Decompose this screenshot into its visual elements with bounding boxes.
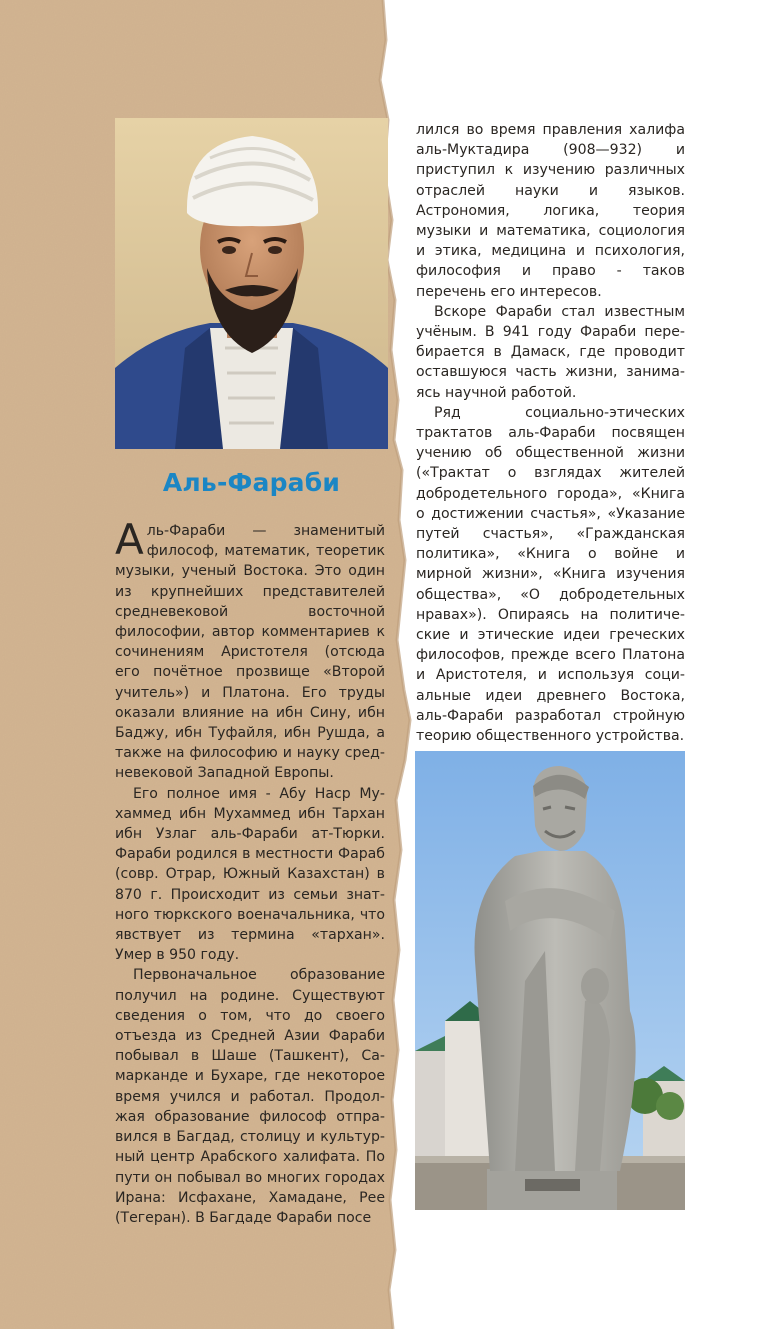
portrait-image (115, 118, 388, 449)
left-text-column (115, 515, 385, 1228)
paragraph: Аль-Фараби — знаменитый философ, математик, теоретик музыки, ученый Востока. Это один из крупнейших представителей средневековой восточной философии, автор комментариев к сочинениям Аристотеля (отсюда его почётное прозвище «Второй учитель») и Платона. Его труды оказали влияние на ибн Сину, ибн Баджу, ибн Туфайля, ибн Рушда, а также на философию и науку средневековой Западной Европы. (115, 515, 385, 782)
page-title: Аль-Фараби (162, 468, 341, 497)
paragraph: Первоначальное образование получил на родине. Существуют сведения о том, что до своего отъезда из Средней Азии Фараби побывал в Шаше (Ташкент), Самарканде и Бухаре, где некоторое время учился и работал. Продолжая образование философ отправился в Багдад, столицу и культурный центр Арабского халифата. По пути он побывал во многих городах Ирана: Исфахане, Хамадане, Рее (Тегеран). В Багдаде Фараби посе (115, 967, 385, 1226)
paragraph: Ряд социально-этических трактатов аль-Фараби посвящен учению об общественной жизни («Трактат о взглядах жителей добродетельного города», «Книга о достижении счастья», «Указание путей счастья», «Гражданская политика», «Книга о войне и мирной жизни», «Книга изучения общества», «О добродетельных нравах»). Опираясь на политические и этические идеи греческих философов, прежде всего Платона и Аристотеля, и используя социальные идеи древнего Востока, аль-Фараби разработал стройную теорию общественного устройства. (416, 404, 685, 745)
statue-image (415, 751, 685, 1210)
paragraph: Вскоре Фараби стал известным учёным. В 941 году Фараби перебирается в Дамаск, где проводит оставшуюся часть жизни, занимаясь научной работой. (416, 303, 685, 401)
paragraph: Его полное имя - Абу Наср Мухаммед ибн Мухаммед ибн Тархан ибн Узлаг аль-Фараби ат-Тюрки. Фараби родился в местности Фараб (совр. Отрар, Южный Казахстан) в 870 г. Происходит из семьи знатного тюркского военачальника, что явствует из термина «тархан». Умер в 950 году. (115, 785, 385, 964)
drop-cap: А (115, 515, 144, 564)
paragraph: лился во время правления халифа аль-Муктадира (908—932) и приступил к изучению различных отраслей науки и языков. Астрономия, логика, теория музыки и математика, социология и этика, медицина и психология, философия и право - таков перечень его интересов. (416, 122, 685, 300)
right-text-column (416, 120, 685, 746)
